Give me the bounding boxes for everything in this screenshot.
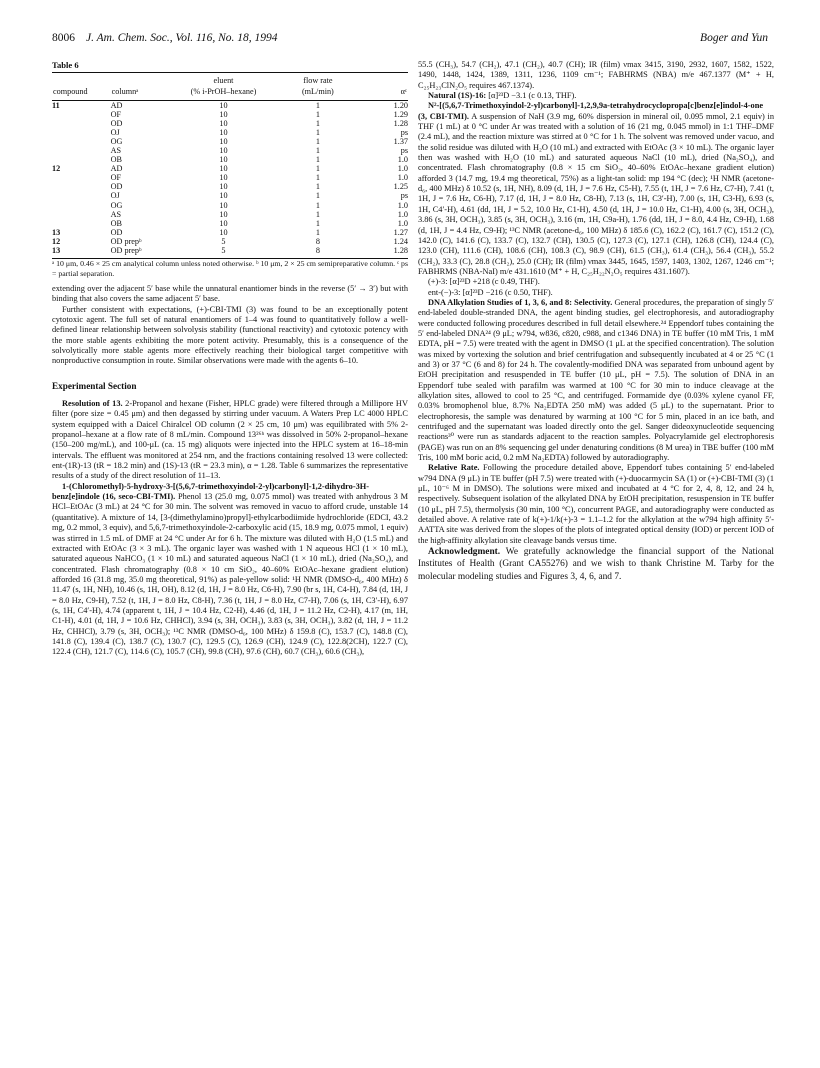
table-cell: 1.24 xyxy=(393,236,408,246)
table-cell: AD xyxy=(110,164,123,174)
col-header-compound xyxy=(52,73,111,87)
table-cell: 1 xyxy=(315,164,320,174)
table-row xyxy=(52,201,408,210)
table-cell: 13 xyxy=(52,227,61,237)
paragraph: ent-(−)-3: [α]²³D −216 (c 0.50, THF). xyxy=(428,287,553,297)
table-row xyxy=(52,146,408,155)
col-header-flow: flow rate xyxy=(271,73,364,87)
table-cell: 10 xyxy=(219,136,228,146)
table-cell: 1 xyxy=(315,118,320,128)
col-header-eluent: eluent xyxy=(176,73,272,87)
table-cell: 1 xyxy=(315,100,320,110)
table-cell: 1.27 xyxy=(393,227,408,237)
table-cell xyxy=(52,191,111,200)
paragraph-heading: Resolution of 13. xyxy=(62,399,123,409)
table-cell: AS xyxy=(110,209,122,219)
table-row xyxy=(52,164,408,173)
table-cell xyxy=(52,155,111,164)
table-cell: 1.0 xyxy=(397,209,408,219)
table-cell: 1 xyxy=(315,146,320,155)
table-cell: 1 xyxy=(315,209,320,219)
table-cell: 5 xyxy=(221,236,226,246)
table-cell: OD prepᵇ xyxy=(111,246,176,259)
journal-citation: J. Am. Chem. Soc., Vol. 116, No. 18, 1994 xyxy=(86,32,278,44)
table-cell xyxy=(52,210,111,219)
table-cell: 10 xyxy=(219,155,228,165)
table-row xyxy=(52,182,408,191)
table-row xyxy=(52,100,408,110)
table-cell: 1 xyxy=(315,136,320,146)
table-cell: 10 xyxy=(219,191,228,201)
paragraph: Natural (1S)-16: [α]²³D −3.1 (c 0.13, THF). xyxy=(428,91,577,101)
table-cell: 1.0 xyxy=(397,200,408,210)
paragraph-heading: Relative Rate. xyxy=(428,463,480,473)
table-cell: 1.0 xyxy=(397,164,408,174)
table-cell: OF xyxy=(110,109,122,119)
table-cell: 1.0 xyxy=(397,218,408,228)
table-cell: 10 xyxy=(219,127,228,137)
table-row xyxy=(52,191,408,200)
table-cell: OD xyxy=(110,118,123,128)
table-cell: 10 xyxy=(219,200,228,210)
table-row xyxy=(52,210,408,219)
table-row xyxy=(52,228,408,237)
table-cell: 1 xyxy=(315,155,320,165)
table-row xyxy=(52,237,408,246)
paragraph: extending over the adjacent 5′ base while the unnatural enantiomer binds in the reverse (5′ → 3′) but with binding that also covers the same adjacent 5′ base. xyxy=(52,283,408,304)
table-cell: 13 xyxy=(52,246,111,259)
table-cell: OD xyxy=(110,182,123,192)
table-cell: 1.0 xyxy=(397,173,408,183)
table-cell: 1 xyxy=(315,200,320,210)
table-row xyxy=(52,137,408,146)
table-cell: 5 xyxy=(176,246,272,259)
table-cell: 1.37 xyxy=(393,136,408,146)
table-cell: OJ xyxy=(110,191,120,201)
table-row xyxy=(52,173,408,182)
resolution-table xyxy=(52,72,408,259)
table-cell: 1.25 xyxy=(393,182,408,192)
table-cell xyxy=(52,128,111,137)
acknowledgment: Acknowledgment. We gratefully acknowledge the financial support of the National Institutes of Health (Grant CA55276) and we wish to thank Christine M. Tarby for the molecular modeling studies and Figures 3, 4, 6, and 7. xyxy=(418,547,774,582)
table-cell: 10 xyxy=(219,173,228,183)
table-cell: 12 xyxy=(52,236,61,246)
table-cell: ps xyxy=(400,191,408,201)
table-cell: 10 xyxy=(219,227,228,237)
table-title: Table 6 xyxy=(52,60,79,70)
paragraph: 55.5 (CH₃), 54.7 (CH₂), 47.1 (CH₂), 40.7 (CH); IR (film) νmax 3415, 3190, 2932, 1607, 1582, 1522, 1490, 1448, 1424, 1389, 1311, 1236, 1109 cm⁻¹; FABHRMS (NBA) m/e 467.1377 (M⁺ + H, C₂₅H₂₃ClN₂O₅ requires 467.1374). xyxy=(418,60,774,90)
col-header-flow-units: (mL/min) xyxy=(271,86,364,100)
paragraph: DNA Alkylation Studies of 1, 3, 6, and 8: Selectivity. General procedures, the preparation of singly 5′ end-labeled double-stranded DNA, the agent binding studies, gel electrophoresis, and autoradiography were conducted following procedures described in full detail elsewhere.²⁴ Eppendorf tubes containing the 5′ end-labeled DNA²⁴ (9 μL; w794, w836, c820, c988, and c1346 DNA) in TE buffer (10 mM Tris, 1 mM EDTA, pH = 7.5) were treated with the agent in DMSO (1 μL at the specified concentration). The solution was mixed by vortexing the solution and brief centrifugation and subsequently incubated at 4 or 25 °C (1 and 3) or 37 °C (6 and 8) for 24 h. The covalently-modified DNA was separated from unbound agent by EtOH precipitation and resuspended in TE buffer (10 μL, pH = 7.5). The solution of DNA in an Eppendorf tube sealed with parafilm was warmed at 100 °C for 30 min to induce cleavage at the alkylation sites, allowed to cool to 25 °C, and centrifuged. Formamide dye (0.03% xylene cyanol FF, 0.03% bromophenol blue, 8.7% Na₂EDTA 250 mM) was added (5 μL) to the supernatant. Prior to electrophoresis, the sample was denatured by warming at 100 °C for 5 min, placed in an ice bath, and centrifuged and the supernatant was loaded directly onto the gel. Sanger dideoxynucleotide sequencing reactions³⁰ were run as standards adjacent to the reaction samples. Polyacrylamide gel electrophoresis (PAGE) was run on an 8% sequencing gel under denaturing conditions (8 M urea) in TBE buffer (100 mM Tris, 100 mM boric acid, 0.2 mM Na₂EDTA) followed by autoradiography. xyxy=(418,297,775,463)
table-row xyxy=(52,155,408,164)
paragraph-heading: DNA Alkylation Studies of 1, 3, 6, and 8: Selectivity. xyxy=(428,297,613,307)
paragraph-heading: Natural (1S)-16: xyxy=(428,91,487,101)
table-cell xyxy=(52,201,111,210)
paragraph-heading: N²-[(5,6,7-Trimethoxyindol-2-yl)carbonyl]-1,2,9,9a-tetrahydrocyclopropa[c]benz[e]indol-4-one (3, CBI-TMI). xyxy=(418,101,764,121)
table-row xyxy=(52,119,408,128)
table-row xyxy=(52,219,408,228)
table-cell: 1.28 xyxy=(393,118,408,128)
table-cell: 1.0 xyxy=(397,155,408,165)
table-cell xyxy=(52,219,111,228)
table-cell: OG xyxy=(110,200,123,210)
table-cell: 10 xyxy=(219,118,228,128)
table-cell: OD prepᵇ xyxy=(110,236,142,246)
paragraph: N²-[(5,6,7-Trimethoxyindol-2-yl)carbonyl]-1,2,9,9a-tetrahydrocyclopropa[c]benz[e]indol-4-one (3, CBI-TMI). A suspension of NaH (3.9 mg, 60% dispersion in mineral oil, 0.095 mmol, 2.1 equiv) in THF (1 mL) at 0 °C under Ar was treated with a solution of 16 (21 mg, 0.045 mmol) in 1:1 THF–DMF (2.4 mL), and the reaction mixture was stirred at 0 °C for 1 h. The solvent was removed under vacuo, and the solid residue was diluted with H₂O (10 mL) and extracted with EtOAc (3 × 10 mL). The organic layer then was washed with H₂O (10 mL) and saturated aqueous NaCl (10 mL), dried (Na₂SO₄), and concentrated. Flash chromatography (0.8 × 15 cm SiO₂, 40–60% EtOAc–hexane gradient elution) afforded 3 (14.7 mg, 19.4 mg theoretical, 75%) as a light-tan solid: mp 194 °C (dec); ¹H NMR (acetone-d₆, 400 MHz) δ 10.52 (s, 1H, NH), 8.09 (d, 1H, J = 7.6 Hz, C5-H), 7.55 (t, 1H, J = 7.6 Hz, C7-H), 7.41 (t, 1H, J = 7.6 Hz, C6-H), 7.17 (d, 1H, J = 8.0 Hz, C8-H), 7.13 (s, 1H, C3′-H), 7.00 (s, 1H, C3-H), 6.93 (s, 1H, C4′-H), 4.61 (dd, 1H, J = 5.2, 10.0 Hz, C1-H), 4.50 (d, 1H, J = 10.0 Hz, C1-H), 4.00 (s, 3H, OCH₃), 3.86 (s, 3H, OCH₃), 3.85 (s, 3H, OCH₃), 3.16 (m, 1H, C9a-H), 1.76 (dd, 1H, J = 8.0, 4.4 Hz, C9-H), 1.68 (d, 1H, J = 4.4 Hz, C9-H); ¹³C NMR (acetone-d₆, 100 MHz) δ 185.6 (C), 162.2 (C), 161.7 (C), 151.2 (C), 142.0 (C), 141.6 (C), 133.7 (C), 132.7 (CH), 130.5 (C), 127.3 (C), 127.1 (CH), 126.8 (CH), 124.4 (C), 123.0 (CH), 111.6 (CH), 108.6 (CH), 108.3 (C), 98.9 (CH), 61.5 (CH₃), 61.4 (CH₃), 56.4 (CH₃), 55.2 (CH₂), 33.3 (C), 28.8 (CH₂), 25.0 (CH); IR (film) νmax 3445, 1645, 1597, 1403, 1302, 1267, 1246 cm⁻¹; FABHRMS (NBA-NaI) m/e 431.1610 (M⁺ + H, C₂₅H₂₂N₂O₅ requires 431.1607). xyxy=(418,101,774,276)
paragraph: Relative Rate. Following the procedure detailed above, Eppendorf tubes containing 5′ end-labeled w794 DNA (9 μL) in TE buffer (pH 7.5) were treated with (+)-duocarmycin SA (1) or (+)-CBI-TMI (3) (1 μL, 10⁻⁶ M in DMSO). The solutions were mixed and incubated at 4 °C for 2, 4, 8, 12, and 24 h, respectively. Subsequent isolation of the alkylated DNA by EtOH precipitation, resuspension in TE buffer (10 μL, pH 7.5), thermolysis (30 min, 100 °C), concurrent PAGE, and autoradiography were conducted as detailed above. A relative rate of k(+)-1/k(+)-3 = 1.1–1.2 for the alkylation at the w794 high affinity 5′-AATTA site was derived from the slopes of the plots of integrated optical density (IOD) or percent IOD of the high-affinity alkylation site cleavage bands versus time. xyxy=(418,463,774,545)
table-6 xyxy=(52,60,408,278)
table-cell: 11 xyxy=(52,100,60,110)
table-cell: OB xyxy=(110,218,122,228)
table-cell: 1 xyxy=(315,182,320,192)
table-cell xyxy=(52,137,111,146)
col-header-compound-label: compound xyxy=(52,86,111,100)
table-cell: OF xyxy=(110,173,122,183)
table-cell: 1 xyxy=(315,227,320,237)
right-column xyxy=(418,60,774,583)
table-cell: OJ xyxy=(110,127,120,137)
table-cell: 8 xyxy=(271,246,364,259)
table-cell: 10 xyxy=(219,146,228,155)
table-cell: 10 xyxy=(219,164,228,174)
table-cell xyxy=(52,182,111,191)
paragraph: 1-(Chloromethyl)-5-hydroxy-3-[(5,6,7-trimethoxyindol-2-yl)carbonyl]-1,2-dihydro-3H-benz[e]indole (16, seco-CBI-TMI). Phenol 13 (25.0 mg, 0.075 mmol) was treated with anhydrous 3 M HCl–EtOAc (3 mL) at 24 °C for 30 min. The solvent was removed in vacuo to afford crude, unstable 14 (quantitative). A mixture of 14, [3-(dimethylamino)propyl]-ethylcarbodiimide hydrochloride (EDCI, 43.2 mg, 0.2 mmol, 3 equiv), and 5,6,7-trimethoxyindole-2-carboxylic acid (15, 18.9 mg, 0.075 mmol, 1 equiv) was stirred in 1.5 mL of DMF at 24 °C under Ar for 6 h. The mixture was diluted with H₂O (1.5 mL) and extracted with EtOAc (3 × 3 mL). The organic layer was washed with 1 N aqueous HCl (1 × 10 mL), saturated aqueous NaHCO₃ (1 × 10 mL) and saturated aqueous NaCl (1 × 10 mL), dried (Na₂SO₄), and concentrated. Flash chromatography (0.8 × 10 cm SiO₂, 40–60% EtOAc–hexane gradient elution) afforded 16 (31.8 mg, 35.0 mg theoretical, 91%) as pale-yellow solid: ¹H NMR (DMSO-d₆, 400 MHz) δ 11.47 (s, 1H, NH), 10.46 (s, 1H, OH), 8.12 (d, 1H, J = 8.0 Hz, C6-H), 7.90 (br s, 1H, C4-H), 7.84 (d, 1H, J = 8.0 Hz, C9-H), 7.52 (t, 1H, J = 8.0 Hz, C8-H), 7.36 (t, 1H, J = 8.0 Hz, C7-H), 7.06 (s, 1H, C3′-H), 6.97 (s, 1H, C4′-H), 4.74 (apparent t, 1H, J = 10.4 Hz, C2-H), 4.46 (d, 1H, J = 11.2 Hz, C2-H), 4.17 (m, 1H, C1-H), 4.01 (d, 1H, J = 10.6 Hz, CHHCl), 3.94 (s, 3H, OCH₃), 3.83 (s, 3H, OCH₃), 3.82 (d, 1H, J = 11.2 Hz, CHHCl), 3.79 (s, 3H, OCH₃); ¹³C NMR (DMSO-d₆, 100 MHz) δ 159.8 (C), 153.7 (C), 148.8 (C), 141.8 (C), 139.4 (C), 138.7 (C), 130.7 (C), 129.5 (C), 126.9 (CH), 124.9 (C), 122.8(2CH), 122.7 (C), 122.4 (CH), 121.7 (C), 114.6 (C), 105.7 (CH), 99.8 (CH), 97.6 (CH), 60.7 (CH₃), 60.6 (CH₃), xyxy=(52,481,408,657)
table-cell: 1 xyxy=(315,173,320,183)
table-cell: 1.28 xyxy=(365,246,408,259)
table-cell: AS xyxy=(110,146,122,155)
table-cell: OB xyxy=(110,155,122,165)
paragraph: Resolution of 13. 2-Propanol and hexane (Fisher, HPLC grade) were filtered through a Millipore HV filter (pore size = 0.45 μm) and then degassed by stirring under vacuum. A Waters Prep LC 4000 HPLC system equipped with a Daicel Chiralcel OD column (2 × 25 cm, 10 μm) was equilibrated with 5% 2-propanol–hexane at a flow rate of 8 mL/min. Compound 13²⁶ʰ was dissolved in 50% 2-propanol–hexane (150–200 mg/mL), and 100-μL (ca. 15 mg) aliquots were injected into the HPLC system at 16–18-min intervals. The effluent was monitored at 254 nm, and the fractions containing resolved 13 were collected: ent-(1R)-13 (tR = 18.2 min) and (1S)-13 (tR = 23.3 min), α = 1.28. Table 6 summarizes the representative results of a study of the direct resolution of 11–13. xyxy=(52,399,408,481)
table-cell xyxy=(52,173,111,182)
table-cell: 10 xyxy=(219,209,228,219)
table-footnote: ᵃ 10 μm, 0.46 × 25 cm analytical column unless noted otherwise. ᵇ 10 μm, 2 × 25 cm semipreparative column. ᶜ ps = partial separation. xyxy=(52,259,408,278)
page-number: 8006 xyxy=(52,32,75,44)
table-cell: 10 xyxy=(219,182,228,192)
table-cell: OD xyxy=(110,227,123,237)
table-cell: ps xyxy=(400,127,408,137)
paragraph: (+)-3: [α]²³D +218 (c 0.49, THF). xyxy=(428,277,540,287)
table-cell: 1 xyxy=(315,127,320,137)
table-cell: OG xyxy=(110,136,123,146)
running-authors: Boger and Yun xyxy=(700,32,768,44)
table-cell: AD xyxy=(110,100,123,110)
table-cell: 10 xyxy=(219,109,228,119)
col-header-alpha: αᶜ xyxy=(365,86,408,100)
table-cell: 8 xyxy=(315,236,320,246)
paragraph: Further consistent with expectations, (+)-CBI-TMI (3) was found to be an exceptionally potent cytotoxic agent. The full set of natural enantiomers of 1–4 was found to quantitatively follow a well-defined linear relationship between solvolysis stability (functional reactivity) and cytotoxic potency with the more stable agents exhibiting the more potent activity. Presumably, this is a consequence of the solvolytically more stable agents more effectively reaching their biological target competitive with nonproductive consumption in route. Similar observations were made with the agents 6–10. xyxy=(52,304,408,366)
section-heading: Experimental Section xyxy=(52,380,137,391)
table-cell: 1 xyxy=(315,191,320,201)
table-cell: 1 xyxy=(315,109,320,119)
table-cell xyxy=(52,119,111,128)
table-cell: 1.29 xyxy=(393,109,408,119)
paragraph-heading: 1-(Chloromethyl)-5-hydroxy-3-[(5,6,7-trimethoxyindol-2-yl)carbonyl]-1,2-dihydro-3H-benz[e]indole (16, seco-CBI-TMI). xyxy=(52,481,370,502)
table-cell: 12 xyxy=(52,164,61,174)
running-header xyxy=(52,32,768,48)
col-header-eluent-units: (% i-PrOH–hexane) xyxy=(176,86,272,100)
col-header-column: columnᵃ xyxy=(111,86,176,100)
table-cell: 10 xyxy=(219,100,228,110)
table-cell xyxy=(52,110,111,119)
table-row xyxy=(52,246,408,259)
table-cell: 1.20 xyxy=(393,100,408,110)
table-row xyxy=(52,110,408,119)
paragraph-heading: Acknowledgment. xyxy=(428,547,501,558)
left-column xyxy=(52,60,408,658)
table-cell: 1 xyxy=(315,218,320,228)
table-row xyxy=(52,128,408,137)
table-cell: ps xyxy=(400,146,408,155)
table-cell: 10 xyxy=(219,218,228,228)
table-cell xyxy=(52,146,111,155)
